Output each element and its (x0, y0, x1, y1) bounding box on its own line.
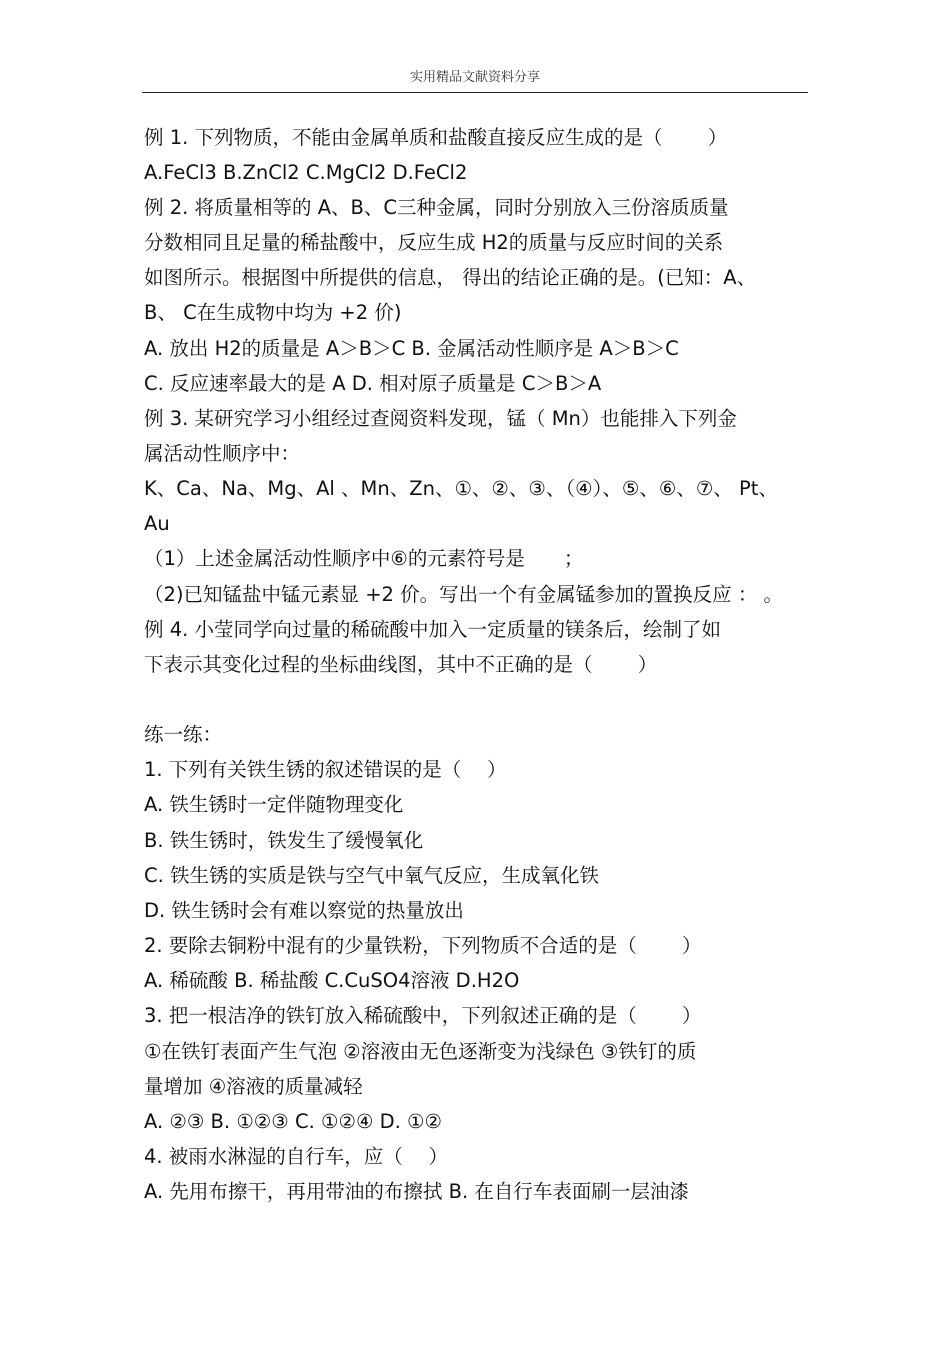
text-line: D. 铁生锈时会有难以察觉的热量放出 (144, 899, 464, 922)
text-line: A. 稀硫酸 B. 稀盐酸 C.CuSO4溶液 D.H2O (144, 969, 520, 992)
text-line: 例 3. 某研究学习小组经过查阅资料发现，锰（ Mn）也能排入下列金 (144, 407, 737, 430)
text-line: 分数相同且足量的稀盐酸中，反应生成 H2的质量与反应时间的关系 (144, 231, 724, 254)
text-line: K、Ca、Na、Mg、Al 、Mn、Zn、①、②、③、（④）、⑤、⑥、⑦、 Pt、 (144, 477, 778, 500)
text-line: B、 C在生成物中均为 +2 价) (144, 301, 402, 324)
text-line: A. 放出 H2的质量是 A＞B＞C B. 金属活动性顺序是 A＞B＞C (144, 337, 679, 360)
text-line: 1. 下列有关铁生锈的叙述错误的是（ ） (144, 758, 507, 781)
text-line: A. ②③ B. ①②③ C. ①②④ D. ①② (144, 1110, 443, 1133)
text-line: 量增加 ④溶液的质量减轻 (144, 1075, 363, 1098)
text-line: ①在铁钉表面产生气泡 ②溶液由无色逐渐变为浅绿色 ③铁钉的质 (144, 1040, 697, 1063)
text-line: 3. 把一根洁净的铁钉放入稀硫酸中，下列叙述正确的是（ ） (144, 1004, 702, 1027)
text-line: 下表示其变化过程的坐标曲线图，其中不正确的是（ ） (144, 653, 658, 676)
text-line: B. 铁生锈时，铁发生了缓慢氧化 (144, 829, 424, 852)
text-line: 例 2. 将质量相等的 A、B、C三种金属，同时分别放入三份溶质质量 (144, 196, 729, 219)
text-line: 2. 要除去铜粉中混有的少量铁粉，下列物质不合适的是（ ） (144, 934, 702, 957)
text-line: 例 1. 下列物质，不能由金属单质和盐酸直接反应生成的是（ ） (144, 126, 728, 149)
text-line: 属活动性顺序中： (144, 442, 301, 465)
text-line: A. 铁生锈时一定伴随物理变化 (144, 793, 404, 816)
text-line: （2)已知锰盐中锰元素显 +2 价。写出一个有金属锰参加的置换反应 ： 。 (144, 583, 784, 606)
text-line: 4. 被雨水淋湿的自行车，应（ ） (144, 1145, 449, 1168)
text-line: C. 反应速率最大的是 A D. 相对原子质量是 C＞B＞A (144, 372, 602, 395)
text-line: Au (144, 512, 170, 535)
header-divider (142, 92, 808, 93)
text-line: A. 先用布擦干，再用带油的布擦拭 B. 在自行车表面刷一层油漆 (144, 1180, 689, 1203)
section-heading: 练一练： (144, 723, 223, 746)
text-line: C. 铁生锈的实质是铁与空气中氧气反应，生成氧化铁 (144, 864, 600, 887)
text-line: 如图所示。根据图中所提供的信息， 得出的结论正确的是。(已知：A、 (144, 266, 757, 289)
text-line: 例 4. 小莹同学向过量的稀硫酸中加入一定质量的镁条后，绘制了如 (144, 618, 722, 641)
page-header: 实用精品文献资料分享 (409, 70, 540, 85)
text-line: （1）上述金属活动性顺序中⑥的元素符号是 ； (144, 547, 584, 570)
text-line: A.FeCl3 B.ZnCl2 C.MgCl2 D.FeCl2 (144, 161, 468, 184)
